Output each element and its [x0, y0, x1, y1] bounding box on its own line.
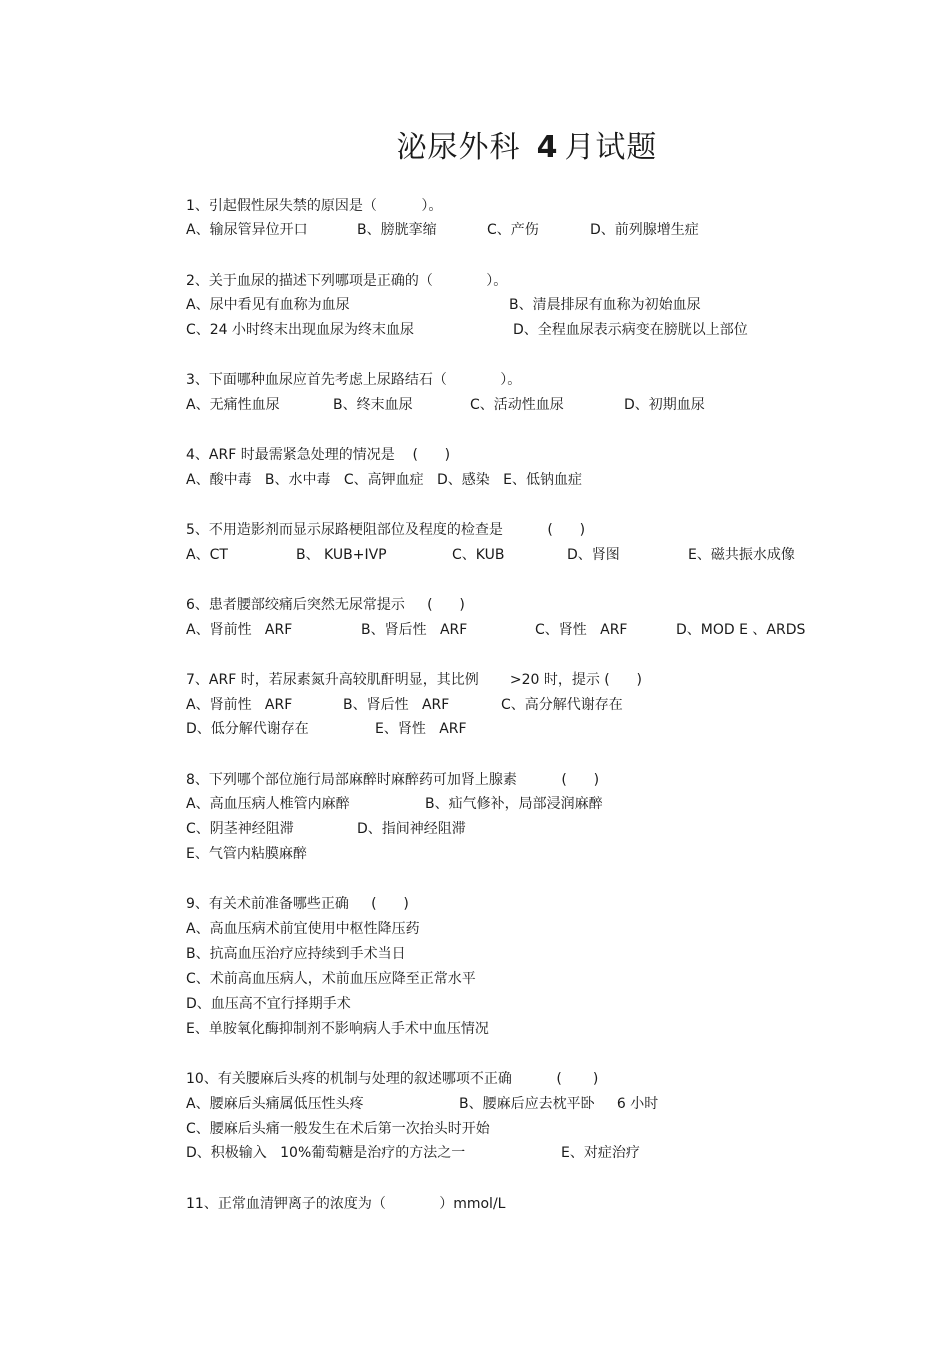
option: A、高血压病术前宜使用中枢性降压药 [186, 921, 420, 937]
question-6: 6、患者腰部绞痛后突然无尿常提示 ( ) [186, 597, 465, 613]
option: A、高血压病人椎管内麻醉 [186, 796, 350, 812]
option: A、输尿管异位开口 [186, 222, 308, 238]
question-10: 10、有关腰麻后头疼的机制与处理的叙述哪项不正确 ( ) [186, 1071, 599, 1087]
option: D、初期血尿 [624, 397, 705, 413]
page-title: 泌尿外科 4 月试题 [396, 130, 658, 165]
option: D、全程血尿表示病变在膀胱以上部位 [513, 322, 748, 338]
option: A、CT [186, 547, 228, 563]
option: A、无痛性血尿 [186, 397, 280, 413]
option: C、腰麻后头痛一般发生在术后第一次抬头时开始 [186, 1121, 490, 1137]
option: A、肾前性 ARF [186, 697, 293, 713]
option: D、前列腺增生症 [590, 222, 699, 238]
option: B、清晨排尿有血称为初始血尿 [509, 297, 701, 313]
option: D、低分解代谢存在 [186, 721, 309, 737]
option: D、指间神经阻滞 [357, 821, 466, 837]
option: B、肾后性 ARF [343, 697, 450, 713]
question-8: 8、下列哪个部位施行局部麻醉时麻醉药可加肾上腺素 ( ) [186, 772, 600, 788]
option: E、对症治疗 [561, 1145, 640, 1161]
option: B、 KUB+IVP [296, 547, 387, 563]
question-7: 7、ARF 时，若尿素氮升高较肌酐明显，其比例 >20 时，提示 ( ) [186, 672, 642, 688]
option: E、单胺氧化酶抑制剂不影响病人手术中血压情况 [186, 1021, 489, 1037]
option: C、24 小时终末出现血尿为终末血尿 [186, 322, 415, 338]
option: A、酸中毒 B、水中毒 C、高钾血症 D、感染 E、低钠血症 [186, 472, 582, 488]
option: A、尿中看见有血称为血尿 [186, 297, 350, 313]
option: B、终末血尿 [333, 397, 413, 413]
question-5: 5、不用造影剂而显示尿路梗阻部位及程度的检查是 ( ) [186, 522, 586, 538]
question-11: 11、正常血清钾离子的浓度为（ ）mmol/L [186, 1196, 506, 1212]
option: D、血压高不宜行择期手术 [186, 996, 351, 1012]
question-2: 2、关于血尿的描述下列哪项是正确的（ ）。 [186, 273, 508, 289]
option: C、活动性血尿 [470, 397, 564, 413]
option: C、术前高血压病人，术前血压应降至正常水平 [186, 971, 476, 987]
option: D、积极输入 10%葡萄糖是治疗的方法之一 [186, 1145, 466, 1161]
option: E、气管内粘膜麻醉 [186, 846, 307, 862]
option: E、磁共振水成像 [688, 547, 795, 563]
option: B、膀胱挛缩 [357, 222, 437, 238]
option: A、腰麻后头痛属低压性头疼 [186, 1096, 364, 1112]
question-4: 4、ARF 时最需紧急处理的情况是 ( ) [186, 447, 451, 463]
option: E、肾性 ARF [375, 721, 467, 737]
question-9: 9、有关术前准备哪些正确 ( ) [186, 896, 409, 912]
option: D、MOD E 、ARDS [676, 622, 806, 638]
option: C、肾性 ARF [535, 622, 628, 638]
option: B、抗高血压治疗应持续到手术当日 [186, 946, 406, 962]
option: A、肾前性 ARF [186, 622, 293, 638]
option: C、KUB [452, 547, 505, 563]
option: B、肾后性 ARF [361, 622, 468, 638]
question-3: 3、下面哪种血尿应首先考虑上尿路结石（ ）。 [186, 372, 522, 388]
option: B、疝气修补，局部浸润麻醉 [425, 796, 603, 812]
option: C、产伤 [487, 222, 539, 238]
option: C、阴茎神经阻滞 [186, 821, 294, 837]
option: D、肾图 [567, 547, 620, 563]
option: B、腰麻后应去枕平卧 6 小时 [459, 1096, 659, 1112]
question-1: 1、引起假性尿失禁的原因是（ ）。 [186, 198, 443, 214]
option: C、高分解代谢存在 [501, 697, 623, 713]
